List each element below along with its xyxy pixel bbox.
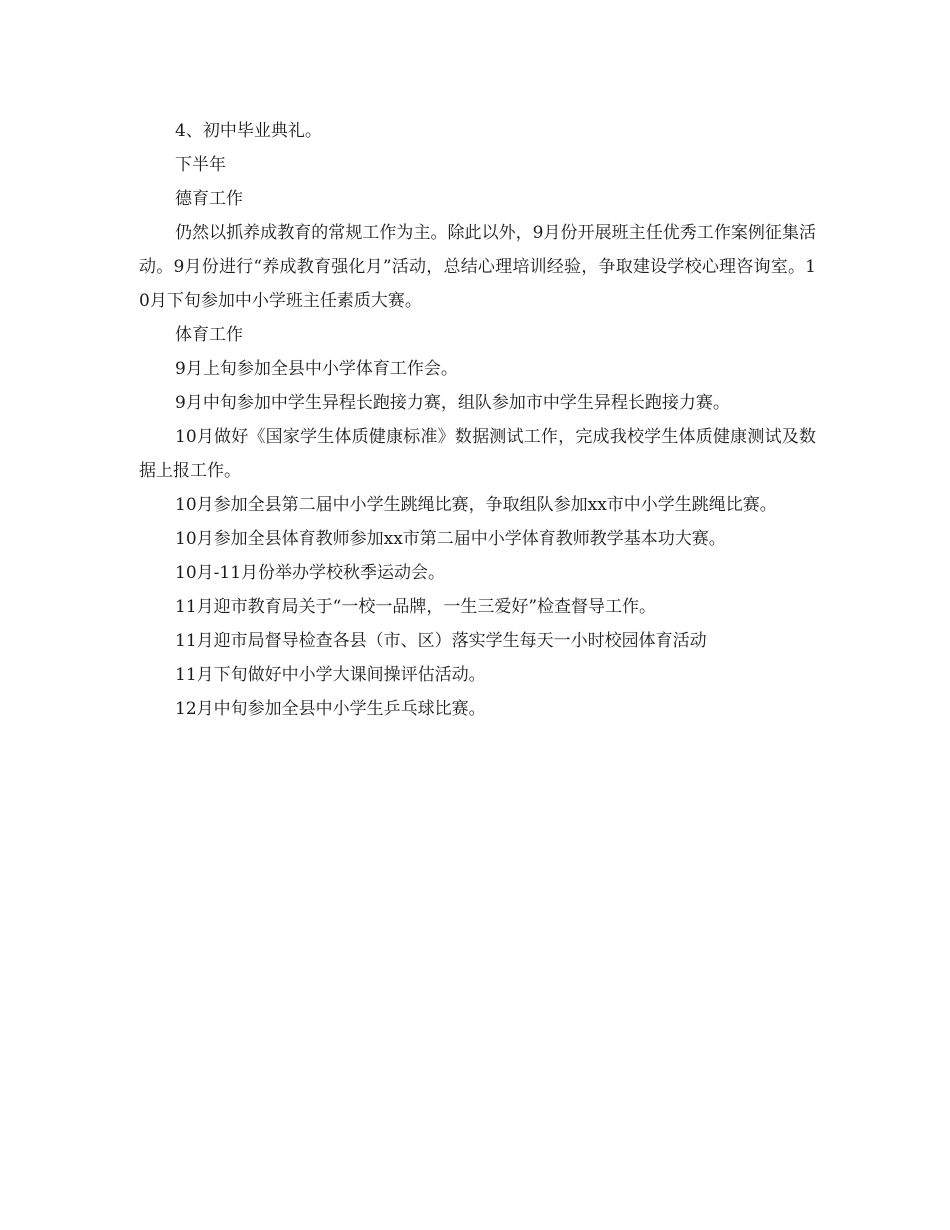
paragraph-nov-one-hour: 11月迎市局督导检查各县（市、区）落实学生每天一小时校园体育活动 xyxy=(175,631,707,651)
paragraph-nov-inspection: 11月迎市教育局关于“一校一品牌，一生三爱好”检查督导工作。 xyxy=(175,597,657,617)
paragraph-sept-early: 9月上旬参加全县中小学体育工作会。 xyxy=(175,359,458,379)
paragraph-nov-exercise-eval: 11月下旬做好中小学大课间操评估活动。 xyxy=(175,665,486,685)
paragraph-oct-nov-sports-meet: 10月-11月份举办学校秋季运动会。 xyxy=(175,563,446,583)
subheading-physical-education: 体育工作 xyxy=(175,325,243,345)
paragraph-oct-health-test: 10月做好《国家学生体质健康标准》数据测试工作，完成我校学生体质健康测试及数据上报工作。 xyxy=(139,427,816,481)
paragraph-moral-education: 仍然以抓养成教育的常规工作为主。除此以外，9月份开展班主任优秀工作案例征集活动。9月份进行“养成教育强化月”活动，总结心理培训经验，争取建设学校心理咨询室。10月下旬参加中小学班主任素质大赛。 xyxy=(139,223,816,311)
paragraph-dec-table-tennis: 12月中旬参加全县中小学生乒乓球比赛。 xyxy=(175,699,486,719)
paragraph-oct-rope-skipping: 10月参加全县第二届中小学生跳绳比赛，争取组队参加xx市中小学生跳绳比赛。 xyxy=(175,495,777,515)
paragraph-sept-mid: 9月中旬参加中学生异程长跑接力赛，组队参加市中学生异程长跑接力赛。 xyxy=(175,393,730,413)
section-heading-second-half: 下半年 xyxy=(175,155,226,175)
document-body xyxy=(139,114,816,726)
list-item-graduation: 4、初中毕业典礼。 xyxy=(175,121,322,141)
paragraph-oct-teacher-contest: 10月参加全县体育教师参加xx市第二届中小学体育教师教学基本功大赛。 xyxy=(175,529,726,549)
subheading-moral-education: 德育工作 xyxy=(175,189,243,209)
